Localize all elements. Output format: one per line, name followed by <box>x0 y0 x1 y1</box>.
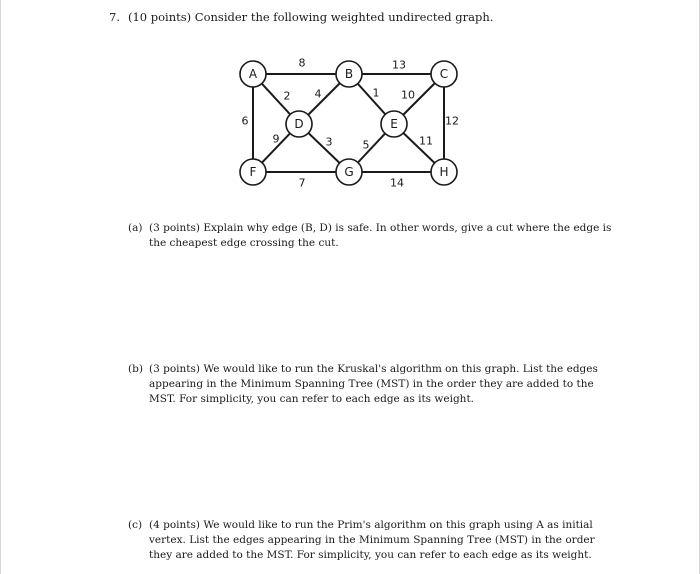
node-e <box>381 111 407 137</box>
part-a-text: (3 points) Explain why edge (B, D) is safe. In other words, give a cut where the edge is the cheapest edge crossing the cut. <box>149 222 612 249</box>
node-a <box>240 61 266 87</box>
part-c-text: (4 points) We would like to run the Prim's algorithm on this graph using A as initial vertex. List the edges appearing in the Minimum Spanning Tree (MST) in the order they are added to the MST. For simplicity, you can refer to each edge as its weight. <box>149 519 595 561</box>
node-c <box>431 61 457 87</box>
node-h <box>431 159 457 185</box>
part-b-label: (b) <box>128 363 143 375</box>
edge-weight-g-h: 14 <box>390 176 404 190</box>
node-g <box>336 159 362 185</box>
part-c <box>128 518 614 563</box>
node-label-d: D <box>294 117 304 131</box>
edge-weight-c-h: 12 <box>445 114 459 128</box>
part-a <box>128 221 614 251</box>
node-label-f: F <box>249 165 257 179</box>
part-b <box>128 362 614 407</box>
edge-weight-c-e: 10 <box>401 88 415 102</box>
edge-weight-a-d: 2 <box>283 89 291 103</box>
node-label-g: G <box>344 165 354 179</box>
edge-weight-b-d: 4 <box>314 87 322 101</box>
node-b <box>336 61 362 87</box>
node-f <box>240 159 266 185</box>
edge-weight-e-h: 11 <box>419 134 433 148</box>
edge-weight-a-b: 8 <box>298 56 306 70</box>
edge-weight-b-e: 1 <box>372 86 380 100</box>
edge-weight-b-c: 13 <box>392 58 406 72</box>
node-label-c: C <box>439 67 449 81</box>
part-c-label: (c) <box>128 519 143 531</box>
weighted-graph <box>1 0 700 574</box>
question-number: 7. <box>109 10 120 24</box>
part-a-label: (a) <box>128 222 143 234</box>
part-b-text: (3 points) We would like to run the Kruskal's algorithm on this graph. List the edges appearing in the Minimum Spanning Tree (MST) in the order they are added to the MST. For simplicity, you can refer to each edge as its weight. <box>149 363 598 405</box>
edge-weight-d-g: 3 <box>325 135 333 149</box>
edge-weight-d-f: 9 <box>272 132 280 146</box>
edge-weight-e-g: 5 <box>362 138 370 152</box>
node-label-b: B <box>344 67 354 81</box>
edge-weight-f-g: 7 <box>298 176 306 190</box>
node-label-a: A <box>248 67 258 81</box>
node-d <box>286 111 312 137</box>
edge-weight-a-f: 6 <box>241 114 249 128</box>
node-label-h: H <box>439 165 449 179</box>
question-title: (10 points) Consider the following weighted undirected graph. <box>127 10 494 24</box>
node-label-e: E <box>390 117 398 131</box>
